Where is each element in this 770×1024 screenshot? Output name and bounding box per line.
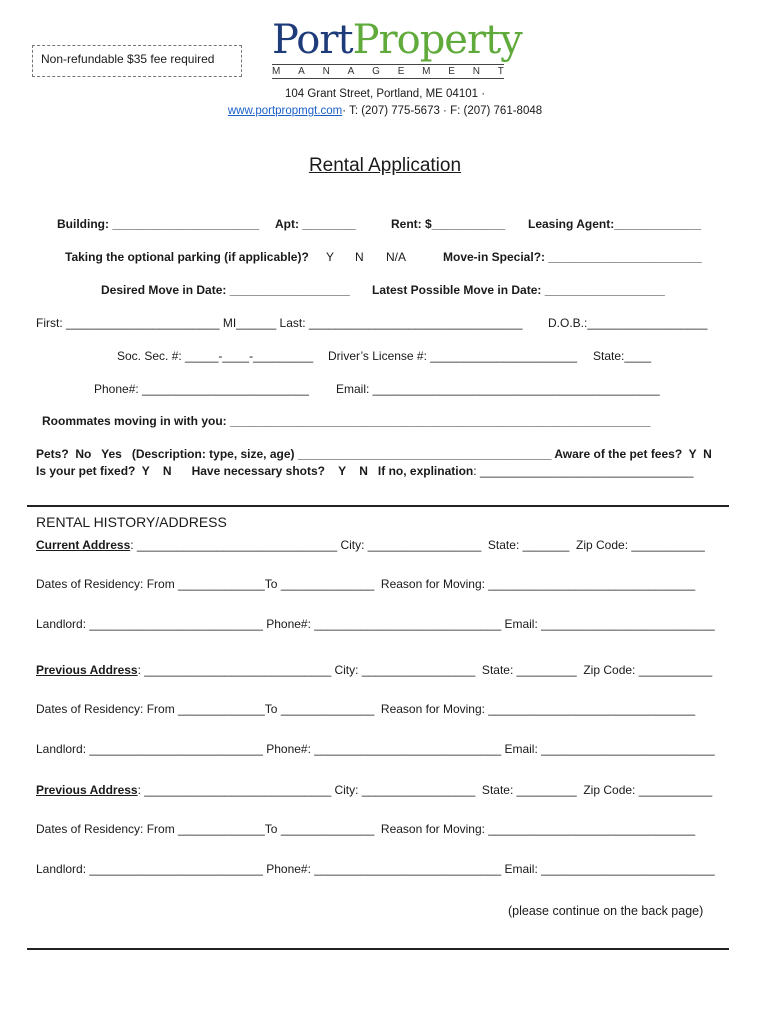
drivers-license-field[interactable]: Driver’s License #: ______________________ [328,349,578,363]
pet-fixed-field[interactable] [36,464,693,478]
logo-word-port: Port [272,17,353,63]
logo-letter: E [448,66,455,77]
page-title: Rental Application [308,155,462,176]
current-address-label: Current Address [36,538,131,552]
state-field[interactable]: State:____ [593,349,652,363]
residency-dates-field[interactable]: Dates of Residency: From _____________To ______________ Reason for Moving: _______________________________ [36,822,696,836]
previous-address-fields[interactable]: : ____________________________ City: _________________ State: _________ Zip Code: ___________ [137,663,713,677]
section-title: RENTAL HISTORY/ADDRESS [36,514,227,530]
logo-letter: A [347,66,355,77]
logo-word-property: Property [352,17,522,63]
dob-field[interactable]: D.O.B.:__________________ [548,316,708,330]
landlord-field[interactable]: Landlord: __________________________ Phone#: ____________________________ Email: __________________________ [36,862,715,876]
apt-field[interactable]: Apt: ________ [275,217,356,231]
previous-address-row[interactable] [36,663,712,677]
desired-move-in-field[interactable]: Desired Move in Date: __________________ [101,283,350,297]
pet-explanation-line[interactable]: : ________________________________ [473,464,694,478]
logo-letter: M [272,66,281,77]
name-fields[interactable]: First: _______________________ MI______ Last: ________________________________ [36,316,523,330]
pets-field[interactable]: Pets? No Yes (Description: type, size, age) ______________________________________ Aware of the pet fees? Y N [36,447,712,461]
company-logo [272,18,522,62]
leasing-agent-field[interactable]: Leasing Agent:_____________ [528,217,701,231]
bottom-divider [27,948,729,950]
logo-letter: A [298,66,305,77]
parking-na-option[interactable]: N/A [386,250,407,264]
logo-divider-bottom [272,78,504,79]
pet-fixed-question: Is your pet fixed? Y N Have necessary shots? Y N If no, explination [36,464,474,478]
roommates-field[interactable]: Roommates moving in with you: _______________________________________________________________ [42,414,651,428]
logo-divider [272,64,504,65]
fee-notice: Non-refundable $35 fee required [41,52,215,66]
logo-letter: M [422,66,431,77]
company-contact [0,105,770,117]
residency-dates-field[interactable]: Dates of Residency: From _____________To ______________ Reason for Moving: _______________________________ [36,577,696,591]
rent-field[interactable]: Rent: $___________ [391,217,506,231]
logo-letter: N [472,66,480,77]
logo-letter: E [397,66,405,77]
landlord-field[interactable]: Landlord: __________________________ Phone#: ____________________________ Email: __________________________ [36,742,715,756]
website-link[interactable]: www.portpropmgt.com [227,105,343,117]
landlord-field[interactable]: Landlord: __________________________ Phone#: ____________________________ Email: __________________________ [36,617,715,631]
parking-yes-option[interactable]: Y [326,250,335,264]
section-divider [27,505,729,507]
logo-letter: T [497,66,504,77]
previous-address-label: Previous Address [36,783,138,797]
parking-no-option[interactable]: N [355,250,364,264]
previous-address-row[interactable] [36,783,712,797]
continue-note: (please continue on the back page) [508,904,704,918]
previous-address-label: Previous Address [36,663,138,677]
logo-letter: G [372,66,380,77]
latest-move-in-field[interactable]: Latest Possible Move in Date: __________________ [372,283,665,297]
current-address-row[interactable] [36,538,705,552]
logo-letter: N [322,66,330,77]
company-phones: · T: (207) 775-5673 · F: (207) 761-8048 [342,105,543,117]
move-in-special-field[interactable]: Move-in Special?: _______________________ [443,250,702,264]
company-address: 104 Grant Street, Portland, ME 04101 · [284,88,486,100]
previous-address-fields[interactable]: : ____________________________ City: _________________ State: _________ Zip Code: ___________ [137,783,713,797]
phone-field[interactable]: Phone#: _________________________ [94,382,309,396]
email-field[interactable]: Email: ___________________________________________ [336,382,660,396]
logo-subtitle [272,66,504,77]
current-address-fields[interactable]: : ______________________________ City: _________________ State: _______ Zip Code: ___________ [130,538,705,552]
ssn-field[interactable]: Soc. Sec. #: _____-____-_________ [117,349,314,363]
parking-question: Taking the optional parking (if applicable)? [65,250,309,264]
residency-dates-field[interactable]: Dates of Residency: From _____________To ______________ Reason for Moving: _______________________________ [36,702,696,716]
building-field[interactable]: Building: ______________________ [57,217,260,231]
